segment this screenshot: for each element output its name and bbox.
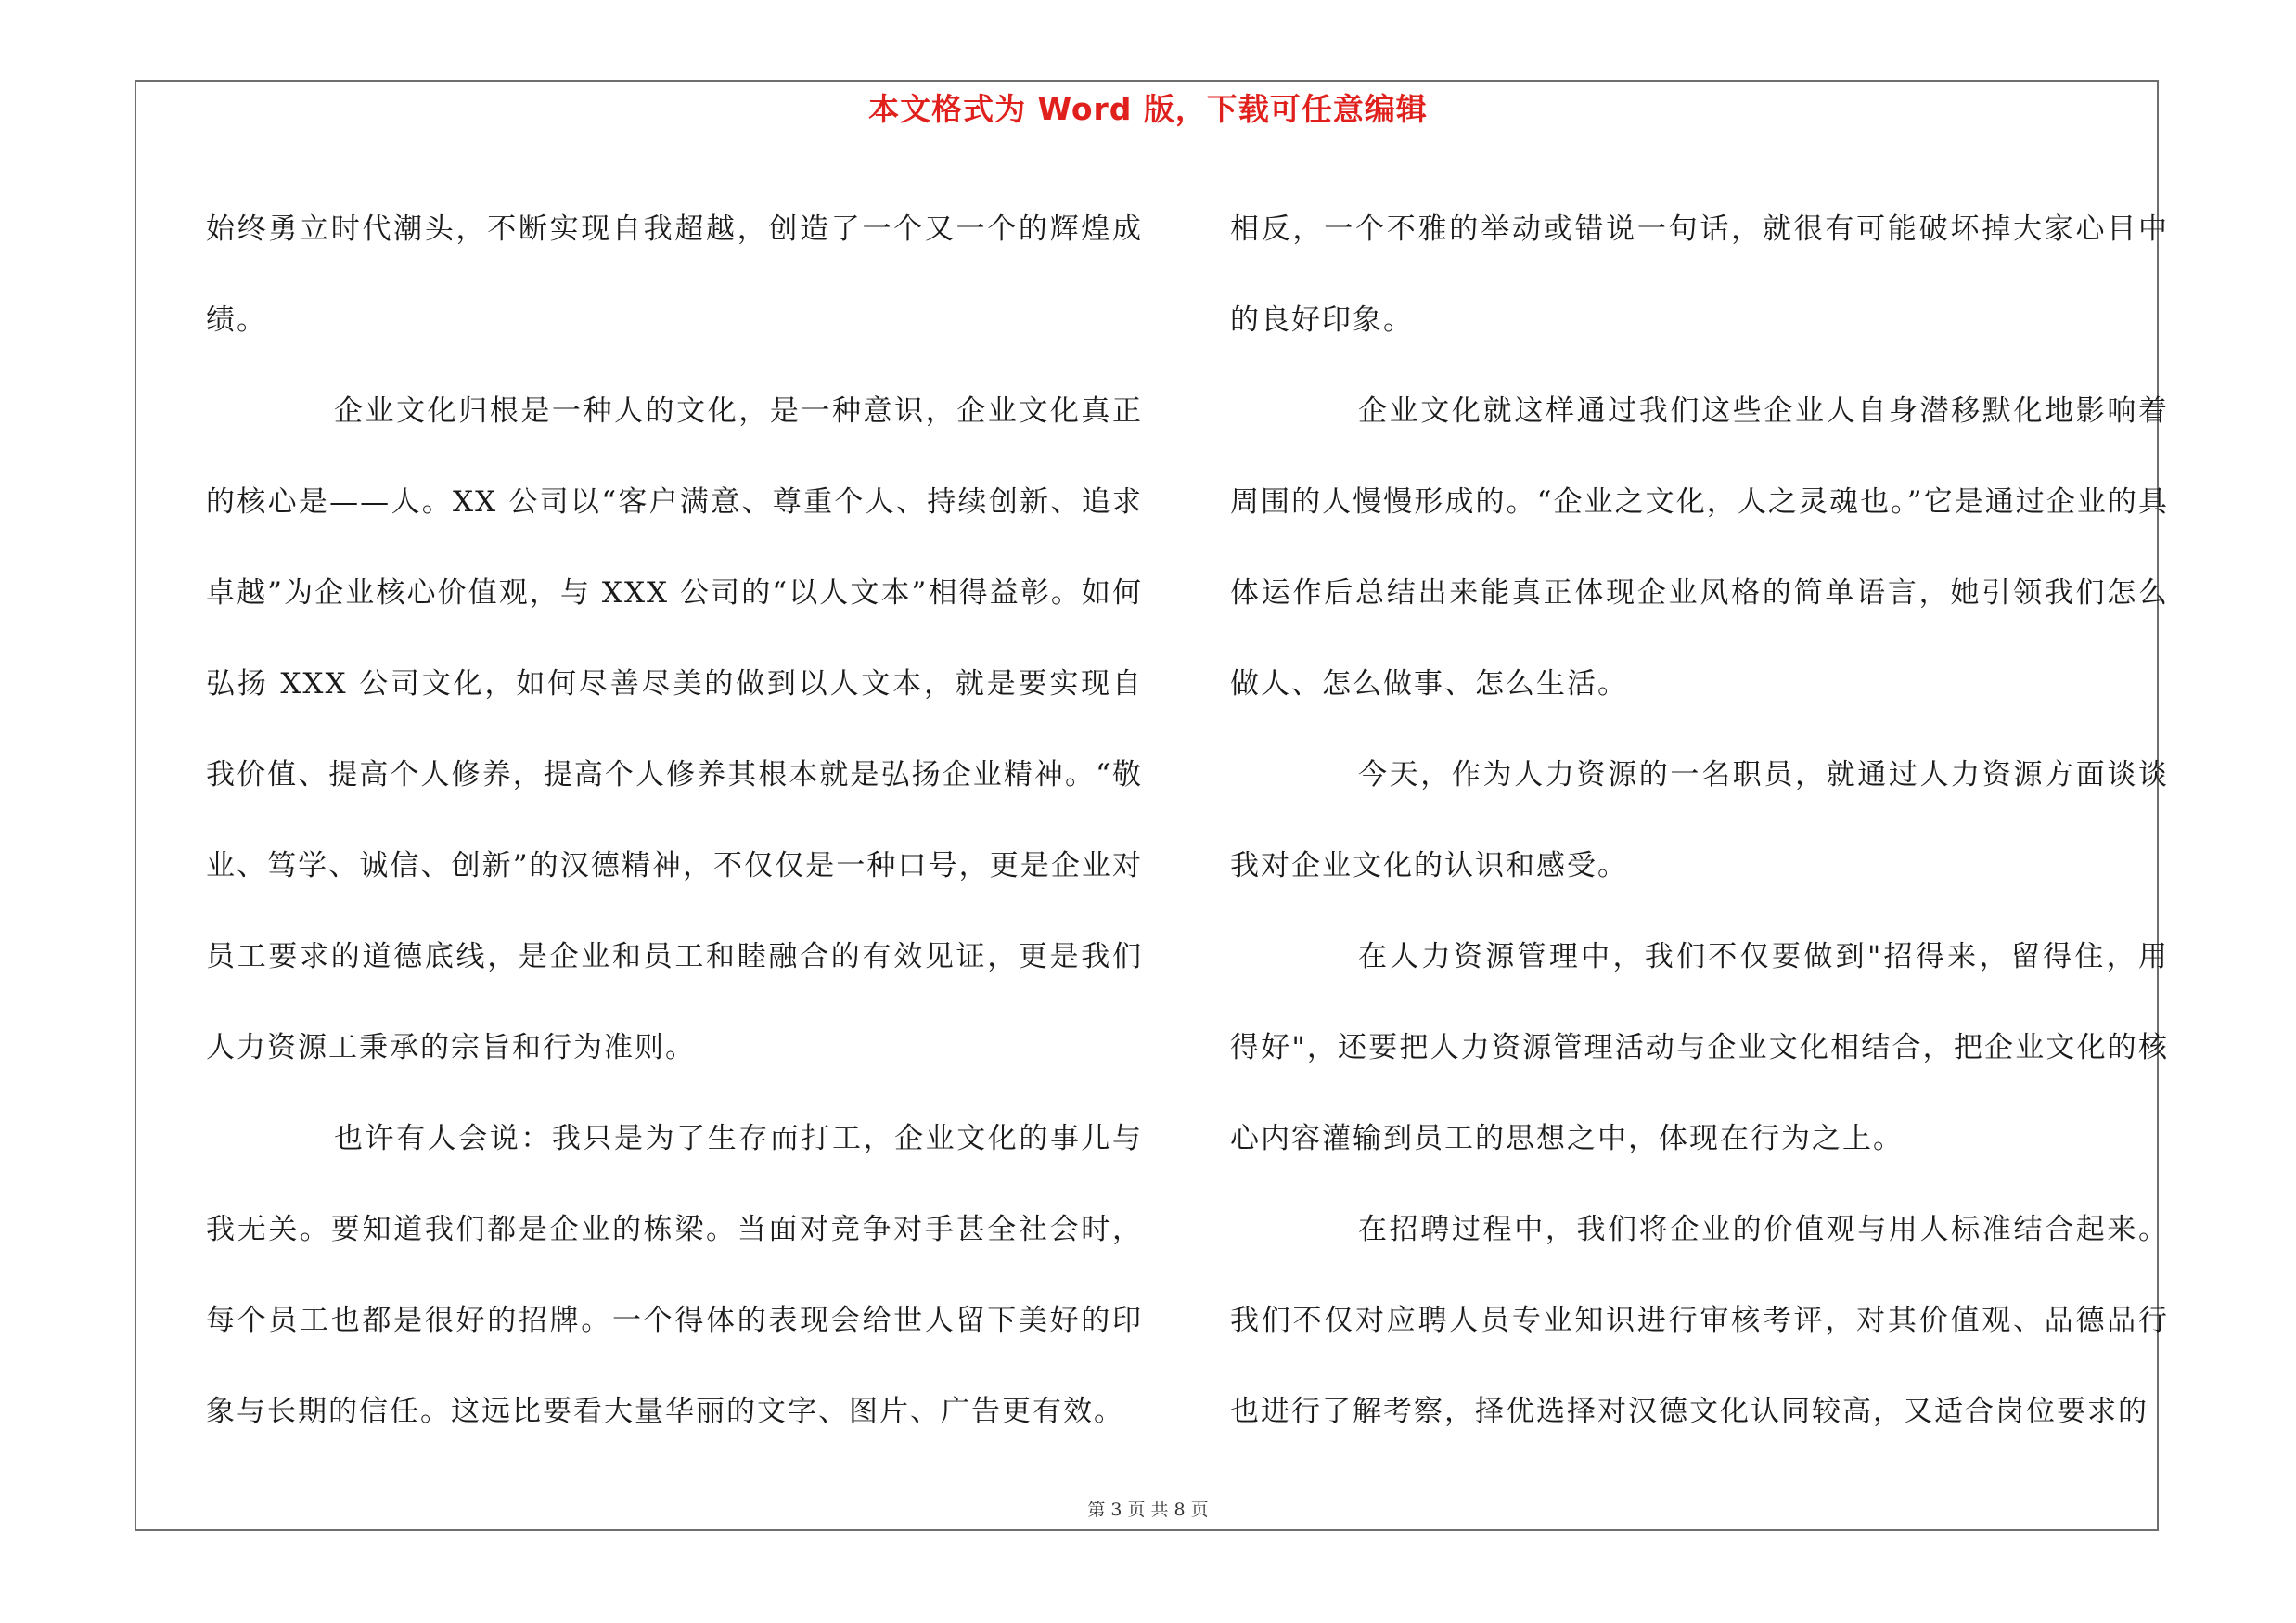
paragraph: 在招聘过程中，我们将企业的价值观与用人标准结合起来。我们不仅对应聘人员专业知识进行审核考评，对其价值观、品德品行也进行了解考察，择优选择对汉德文化认同较高，又适合岗位要求的 xyxy=(1230,1213,2169,1428)
page-number-footer: 第 3 页 共 8 页 xyxy=(1087,1500,1209,1520)
left-text-column xyxy=(206,184,1143,1457)
paragraph: 相反，一个不雅的举动或错说一句话，就很有可能破坏掉大家心目中的良好印象。 xyxy=(1230,213,2169,337)
editable-notice-banner: 本文格式为 Word 版，下载可任意编辑 xyxy=(868,91,1428,127)
paragraph: 企业文化归根是一种人的文化，是一种意识，企业文化真正的核心是——人。XX 公司以“客户满意、尊重个人、持续创新、追求卓越”为企业核心价值观，与 XXX 公司的“以人文本”相得益彰。如何弘扬 XXX 公司文化，如何尽善尽美的做到以人文本，就是要实现自我价值、提高个人修养，提高个人修养其根本就是弘扬企业精神。“敬业、笃学、诚信、创新”的汉德精神，不仅仅是一种口号，更是企业对员工要求的道德底线，是企业和员工和睦融合的有效见证，更是我们人力资源工秉承的宗旨和行为准则。 xyxy=(206,394,1143,1064)
paragraph: 也许有人会说：我只是为了生存而打工，企业文化的事儿与我无关。要知道我们都是企业的栋梁。当面对竞争对手甚全社会时，每个员工也都是很好的招牌。一个得体的表现会给世人留下美好的印象与长期的信任。这远比要看大量华丽的文字、图片、广告更有效。 xyxy=(206,1122,1143,1428)
right-text-column xyxy=(1230,184,2169,1457)
paragraph: 今天，作为人力资源的一名职员，就通过人力资源方面谈谈我对企业文化的认识和感受。 xyxy=(1230,758,2169,882)
paragraph: 始终勇立时代潮头，不断实现自我超越，创造了一个又一个的辉煌成绩。 xyxy=(206,213,1143,337)
paragraph: 企业文化就这样通过我们这些企业人自身潜移默化地影响着周围的人慢慢形成的。“企业之文化，人之灵魂也。”它是通过企业的具体运作后总结出来能真正体现企业风格的简单语言，她引领我们怎么做人、怎么做事、怎么生活。 xyxy=(1230,394,2169,701)
paragraph: 在人力资源管理中，我们不仅要做到"招得来，留得住，用得好"，还要把人力资源管理活动与企业文化相结合，把企业文化的核心内容灌输到员工的思想之中，体现在行为之上。 xyxy=(1230,940,2169,1155)
